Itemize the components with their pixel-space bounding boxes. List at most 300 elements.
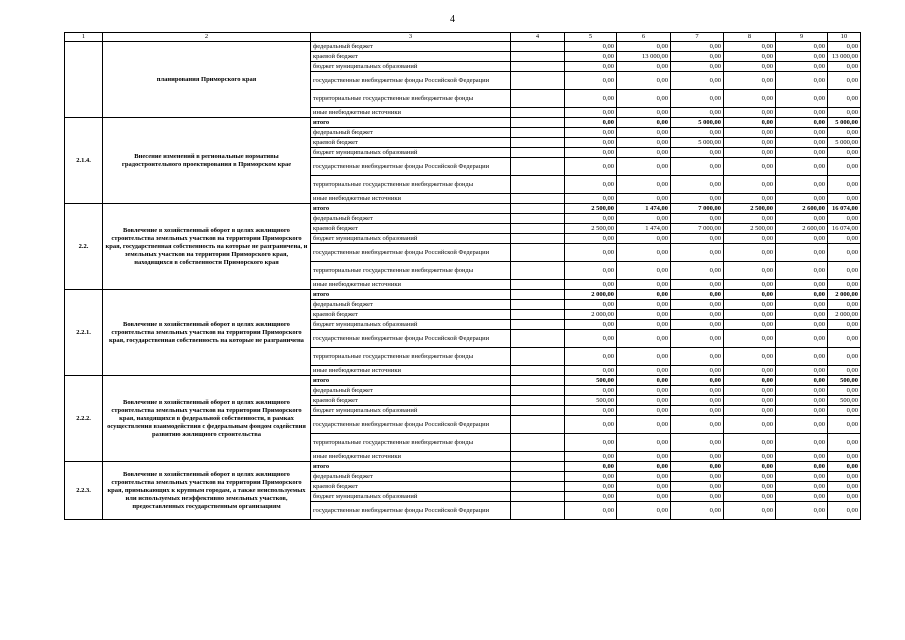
amount-cell	[511, 280, 565, 290]
header-cell: 2	[103, 33, 311, 42]
amount-cell: 0,00	[724, 244, 776, 262]
amount-cell: 2 000,00	[828, 290, 861, 300]
amount-cell: 0,00	[617, 320, 671, 330]
funding-source: бюджет муниципальных образований	[311, 62, 511, 72]
amount-cell: 16 074,00	[828, 204, 861, 214]
amount-cell: 0,00	[617, 234, 671, 244]
amount-cell: 0,00	[776, 434, 828, 452]
amount-cell: 0,00	[617, 62, 671, 72]
amount-cell: 0,00	[724, 158, 776, 176]
amount-cell: 0,00	[828, 492, 861, 502]
amount-cell: 0,00	[776, 90, 828, 108]
amount-cell: 0,00	[671, 90, 724, 108]
header-cell: 9	[776, 33, 828, 42]
funding-source: краевой бюджет	[311, 138, 511, 148]
amount-cell: 0,00	[617, 42, 671, 52]
amount-cell: 16 074,00	[828, 224, 861, 234]
amount-cell: 5 000,00	[828, 118, 861, 128]
amount-cell: 0,00	[671, 176, 724, 194]
amount-cell: 0,00	[565, 128, 617, 138]
amount-cell: 0,00	[724, 234, 776, 244]
amount-cell	[511, 472, 565, 482]
amount-cell: 0,00	[828, 330, 861, 348]
amount-cell: 0,00	[565, 300, 617, 310]
funding-source: федеральный бюджет	[311, 300, 511, 310]
item-name: Вовлечение в хозяйственный оборот в целях жилищного строительства земельных участков на территории Приморского края, государственная собственность на которые не разграничена, и земельных участков на территории Приморского края, находящихся в собственности Приморского края	[103, 204, 311, 290]
amount-cell: 0,00	[565, 108, 617, 118]
amount-cell: 0,00	[617, 348, 671, 366]
amount-cell: 7 000,00	[671, 224, 724, 234]
amount-cell: 0,00	[724, 280, 776, 290]
amount-cell: 0,00	[671, 330, 724, 348]
funding-source: федеральный бюджет	[311, 42, 511, 52]
amount-cell: 0,00	[565, 138, 617, 148]
amount-cell: 0,00	[671, 366, 724, 376]
amount-cell	[511, 462, 565, 472]
funding-source: краевой бюджет	[311, 224, 511, 234]
table-body	[65, 33, 861, 520]
amount-cell: 0,00	[776, 62, 828, 72]
funding-source: государственные внебюджетные фонды Российской Федерации	[311, 244, 511, 262]
amount-cell: 0,00	[565, 434, 617, 452]
amount-cell: 0,00	[776, 482, 828, 492]
table-row	[65, 462, 861, 472]
amount-cell: 0,00	[724, 72, 776, 90]
amount-cell: 0,00	[671, 290, 724, 300]
amount-cell: 0,00	[724, 52, 776, 62]
amount-cell	[511, 482, 565, 492]
amount-cell	[511, 52, 565, 62]
amount-cell: 5 000,00	[671, 138, 724, 148]
amount-cell: 0,00	[724, 406, 776, 416]
amount-cell: 0,00	[617, 138, 671, 148]
amount-cell: 0,00	[776, 148, 828, 158]
funding-source: итого	[311, 462, 511, 472]
funding-source: территориальные государственные внебюджетные фонды	[311, 348, 511, 366]
amount-cell: 0,00	[617, 290, 671, 300]
amount-cell	[511, 42, 565, 52]
amount-cell	[511, 320, 565, 330]
amount-cell: 0,00	[776, 118, 828, 128]
amount-cell: 0,00	[565, 462, 617, 472]
amount-cell: 500,00	[828, 376, 861, 386]
amount-cell: 0,00	[828, 472, 861, 482]
amount-cell: 0,00	[565, 52, 617, 62]
funding-source: иные внебюджетные источники	[311, 452, 511, 462]
funding-source: иные внебюджетные источники	[311, 280, 511, 290]
amount-cell: 0,00	[565, 176, 617, 194]
funding-source: итого	[311, 204, 511, 214]
amount-cell	[511, 128, 565, 138]
amount-cell: 0,00	[565, 262, 617, 280]
amount-cell	[511, 214, 565, 224]
amount-cell: 0,00	[776, 386, 828, 396]
amount-cell: 0,00	[828, 280, 861, 290]
amount-cell: 0,00	[776, 72, 828, 90]
amount-cell: 0,00	[617, 262, 671, 280]
amount-cell: 0,00	[724, 262, 776, 280]
amount-cell	[511, 376, 565, 386]
amount-cell	[511, 72, 565, 90]
amount-cell	[511, 396, 565, 406]
amount-cell: 0,00	[671, 492, 724, 502]
amount-cell	[511, 244, 565, 262]
item-name: Внесение изменений в региональные нормативы градостроительного проектирования в Приморском крае	[103, 118, 311, 204]
funding-source: государственные внебюджетные фонды Российской Федерации	[311, 72, 511, 90]
amount-cell: 0,00	[671, 214, 724, 224]
amount-cell: 0,00	[776, 330, 828, 348]
item-name: планирования Приморского края	[103, 42, 311, 118]
funding-source: итого	[311, 290, 511, 300]
amount-cell	[511, 406, 565, 416]
item-name: Вовлечение в хозяйственный оборот в целях жилищного строительства земельных участков на территории Приморского края, находящихся в федеральной собственности, в рамках осуществления взаимодействия с федеральным фондом содействия развитию жилищного строительства	[103, 376, 311, 462]
amount-cell: 0,00	[617, 492, 671, 502]
amount-cell: 0,00	[671, 62, 724, 72]
amount-cell: 0,00	[565, 234, 617, 244]
table-row	[65, 204, 861, 214]
amount-cell: 0,00	[776, 366, 828, 376]
amount-cell: 2 500,00	[565, 224, 617, 234]
amount-cell: 0,00	[671, 348, 724, 366]
funding-source: государственные внебюджетные фонды Российской Федерации	[311, 416, 511, 434]
amount-cell: 0,00	[776, 502, 828, 520]
amount-cell	[511, 118, 565, 128]
item-code: 2.2.2.	[65, 376, 103, 462]
amount-cell: 0,00	[776, 138, 828, 148]
funding-source: иные внебюджетные источники	[311, 108, 511, 118]
item-name: Вовлечение в хозяйственный оборот в целях жилищного строительства земельных участков на территории Приморского края, примыкающих к крупным городам, а также неиспользуемых или используемых неэффективно земельных участков, предоставленных государственным организациям	[103, 462, 311, 520]
amount-cell	[511, 434, 565, 452]
amount-cell: 0,00	[724, 138, 776, 148]
table-row	[65, 376, 861, 386]
amount-cell: 0,00	[724, 396, 776, 406]
amount-cell: 2 000,00	[828, 310, 861, 320]
amount-cell: 0,00	[724, 42, 776, 52]
amount-cell: 2 000,00	[565, 310, 617, 320]
amount-cell: 0,00	[828, 90, 861, 108]
amount-cell: 500,00	[565, 376, 617, 386]
amount-cell: 0,00	[776, 52, 828, 62]
amount-cell: 0,00	[828, 366, 861, 376]
amount-cell: 0,00	[724, 452, 776, 462]
amount-cell: 0,00	[828, 176, 861, 194]
amount-cell: 0,00	[828, 108, 861, 118]
header-cell: 5	[565, 33, 617, 42]
amount-cell: 0,00	[671, 280, 724, 290]
amount-cell: 0,00	[671, 482, 724, 492]
amount-cell: 0,00	[776, 416, 828, 434]
amount-cell: 0,00	[671, 52, 724, 62]
amount-cell: 0,00	[617, 452, 671, 462]
amount-cell	[511, 310, 565, 320]
amount-cell: 2 500,00	[565, 204, 617, 214]
amount-cell: 500,00	[565, 396, 617, 406]
amount-cell: 0,00	[776, 300, 828, 310]
amount-cell: 0,00	[617, 194, 671, 204]
amount-cell: 0,00	[565, 416, 617, 434]
amount-cell: 0,00	[724, 416, 776, 434]
amount-cell	[511, 90, 565, 108]
amount-cell: 0,00	[617, 214, 671, 224]
amount-cell: 0,00	[565, 320, 617, 330]
amount-cell: 0,00	[617, 128, 671, 138]
amount-cell: 0,00	[671, 300, 724, 310]
amount-cell: 0,00	[724, 462, 776, 472]
amount-cell: 0,00	[671, 396, 724, 406]
amount-cell: 0,00	[828, 416, 861, 434]
funding-source: федеральный бюджет	[311, 386, 511, 396]
amount-cell: 500,00	[828, 396, 861, 406]
amount-cell: 0,00	[828, 158, 861, 176]
amount-cell: 0,00	[776, 376, 828, 386]
amount-cell	[511, 194, 565, 204]
amount-cell: 0,00	[724, 472, 776, 482]
amount-cell: 0,00	[776, 158, 828, 176]
amount-cell	[511, 416, 565, 434]
amount-cell: 0,00	[776, 262, 828, 280]
amount-cell: 0,00	[724, 176, 776, 194]
funding-source: бюджет муниципальных образований	[311, 320, 511, 330]
amount-cell	[511, 204, 565, 214]
header-cell: 8	[724, 33, 776, 42]
table-row	[65, 42, 861, 52]
amount-cell: 0,00	[617, 118, 671, 128]
amount-cell: 0,00	[671, 472, 724, 482]
amount-cell: 0,00	[776, 244, 828, 262]
amount-cell: 0,00	[617, 72, 671, 90]
amount-cell: 0,00	[671, 234, 724, 244]
amount-cell: 0,00	[671, 42, 724, 52]
header-cell: 4	[511, 33, 565, 42]
amount-cell	[511, 62, 565, 72]
amount-cell: 0,00	[565, 386, 617, 396]
header-cell: 1	[65, 33, 103, 42]
amount-cell	[511, 502, 565, 520]
amount-cell: 0,00	[828, 244, 861, 262]
amount-cell	[511, 176, 565, 194]
funding-source: итого	[311, 118, 511, 128]
amount-cell: 0,00	[828, 300, 861, 310]
item-name: Вовлечение в хозяйственный оборот в целях жилищного строительства земельных участков на территории Приморского края, государственная собственность на которые не разграничена	[103, 290, 311, 376]
amount-cell: 0,00	[617, 90, 671, 108]
amount-cell: 0,00	[828, 72, 861, 90]
amount-cell: 0,00	[671, 320, 724, 330]
funding-source: краевой бюджет	[311, 52, 511, 62]
item-code: 2.1.4.	[65, 118, 103, 204]
amount-cell	[511, 158, 565, 176]
amount-cell: 0,00	[565, 244, 617, 262]
amount-cell: 0,00	[617, 244, 671, 262]
amount-cell: 0,00	[724, 348, 776, 366]
header-cell: 6	[617, 33, 671, 42]
amount-cell: 0,00	[776, 290, 828, 300]
amount-cell: 0,00	[828, 502, 861, 520]
amount-cell: 0,00	[776, 396, 828, 406]
amount-cell: 0,00	[828, 42, 861, 52]
amount-cell: 0,00	[724, 300, 776, 310]
amount-cell: 0,00	[828, 434, 861, 452]
amount-cell: 0,00	[565, 72, 617, 90]
amount-cell: 0,00	[565, 452, 617, 462]
amount-cell: 0,00	[828, 128, 861, 138]
amount-cell: 0,00	[617, 376, 671, 386]
amount-cell: 0,00	[776, 280, 828, 290]
amount-cell: 0,00	[671, 452, 724, 462]
amount-cell: 0,00	[776, 406, 828, 416]
funding-source: государственные внебюджетные фонды Российской Федерации	[311, 330, 511, 348]
funding-source: государственные внебюджетные фонды Российской Федерации	[311, 158, 511, 176]
amount-cell: 0,00	[671, 158, 724, 176]
amount-cell: 0,00	[565, 280, 617, 290]
amount-cell	[511, 452, 565, 462]
amount-cell: 2 600,00	[776, 224, 828, 234]
amount-cell: 0,00	[565, 492, 617, 502]
funding-source: иные внебюджетные источники	[311, 366, 511, 376]
amount-cell: 0,00	[617, 148, 671, 158]
amount-cell	[511, 330, 565, 348]
amount-cell: 0,00	[565, 148, 617, 158]
funding-source: итого	[311, 376, 511, 386]
amount-cell: 0,00	[617, 502, 671, 520]
amount-cell: 0,00	[776, 310, 828, 320]
amount-cell: 2 500,00	[724, 204, 776, 214]
amount-cell: 0,00	[671, 376, 724, 386]
amount-cell: 0,00	[828, 462, 861, 472]
amount-cell: 0,00	[617, 158, 671, 176]
amount-cell: 0,00	[617, 366, 671, 376]
table-row	[65, 290, 861, 300]
amount-cell	[511, 138, 565, 148]
amount-cell: 0,00	[671, 128, 724, 138]
amount-cell	[511, 234, 565, 244]
amount-cell: 0,00	[671, 434, 724, 452]
amount-cell: 0,00	[617, 416, 671, 434]
funding-source: бюджет муниципальных образований	[311, 148, 511, 158]
funding-source: бюджет муниципальных образований	[311, 492, 511, 502]
amount-cell: 0,00	[724, 502, 776, 520]
amount-cell: 0,00	[617, 386, 671, 396]
header-row	[65, 33, 861, 42]
amount-cell: 0,00	[565, 194, 617, 204]
amount-cell: 0,00	[776, 472, 828, 482]
funding-source: иные внебюджетные источники	[311, 194, 511, 204]
amount-cell	[511, 148, 565, 158]
amount-cell: 0,00	[617, 108, 671, 118]
amount-cell: 0,00	[724, 128, 776, 138]
amount-cell	[511, 300, 565, 310]
amount-cell	[511, 224, 565, 234]
item-code: 2.2.	[65, 204, 103, 290]
funding-source: бюджет муниципальных образований	[311, 406, 511, 416]
header-cell: 7	[671, 33, 724, 42]
funding-source: краевой бюджет	[311, 482, 511, 492]
amount-cell: 0,00	[828, 262, 861, 280]
amount-cell: 0,00	[724, 90, 776, 108]
amount-cell: 13 000,00	[828, 52, 861, 62]
amount-cell: 0,00	[565, 472, 617, 482]
amount-cell: 0,00	[724, 310, 776, 320]
funding-source: федеральный бюджет	[311, 472, 511, 482]
amount-cell	[511, 348, 565, 366]
amount-cell: 0,00	[617, 300, 671, 310]
amount-cell: 1 474,00	[617, 204, 671, 214]
funding-source: федеральный бюджет	[311, 128, 511, 138]
amount-cell: 0,00	[828, 214, 861, 224]
amount-cell: 0,00	[617, 434, 671, 452]
amount-cell: 0,00	[617, 310, 671, 320]
amount-cell: 0,00	[724, 148, 776, 158]
amount-cell: 0,00	[776, 492, 828, 502]
item-code	[65, 42, 103, 118]
funding-source: федеральный бюджет	[311, 214, 511, 224]
amount-cell: 0,00	[724, 386, 776, 396]
amount-cell: 0,00	[776, 42, 828, 52]
header-cell: 3	[311, 33, 511, 42]
amount-cell	[511, 262, 565, 280]
amount-cell: 0,00	[776, 176, 828, 194]
amount-cell: 0,00	[671, 262, 724, 280]
funding-source: краевой бюджет	[311, 310, 511, 320]
amount-cell: 0,00	[724, 434, 776, 452]
item-code: 2.2.3.	[65, 462, 103, 520]
amount-cell: 0,00	[617, 406, 671, 416]
amount-cell	[511, 290, 565, 300]
item-code: 2.2.1.	[65, 290, 103, 376]
amount-cell: 0,00	[724, 376, 776, 386]
amount-cell: 0,00	[617, 330, 671, 348]
funding-source: краевой бюджет	[311, 396, 511, 406]
amount-cell: 0,00	[671, 72, 724, 90]
budget-table	[64, 32, 861, 520]
amount-cell: 0,00	[671, 462, 724, 472]
amount-cell: 0,00	[617, 176, 671, 194]
amount-cell: 0,00	[828, 194, 861, 204]
amount-cell: 0,00	[776, 194, 828, 204]
amount-cell: 0,00	[776, 234, 828, 244]
amount-cell: 0,00	[828, 348, 861, 366]
amount-cell: 0,00	[617, 280, 671, 290]
amount-cell: 0,00	[776, 128, 828, 138]
amount-cell: 5 000,00	[828, 138, 861, 148]
amount-cell: 0,00	[724, 482, 776, 492]
amount-cell: 1 474,00	[617, 224, 671, 234]
amount-cell: 0,00	[776, 462, 828, 472]
amount-cell: 5 000,00	[671, 118, 724, 128]
amount-cell: 0,00	[565, 330, 617, 348]
amount-cell: 0,00	[565, 42, 617, 52]
amount-cell: 0,00	[724, 194, 776, 204]
amount-cell: 0,00	[776, 214, 828, 224]
amount-cell: 0,00	[724, 492, 776, 502]
table-row	[65, 118, 861, 128]
amount-cell: 0,00	[565, 214, 617, 224]
amount-cell: 0,00	[776, 108, 828, 118]
amount-cell: 0,00	[565, 62, 617, 72]
funding-source: территориальные государственные внебюджетные фонды	[311, 176, 511, 194]
funding-source: бюджет муниципальных образований	[311, 234, 511, 244]
amount-cell: 0,00	[671, 386, 724, 396]
amount-cell: 2 000,00	[565, 290, 617, 300]
amount-cell	[511, 492, 565, 502]
amount-cell: 0,00	[724, 330, 776, 348]
amount-cell: 0,00	[565, 406, 617, 416]
amount-cell: 0,00	[565, 482, 617, 492]
amount-cell: 0,00	[828, 148, 861, 158]
amount-cell: 0,00	[828, 452, 861, 462]
amount-cell: 0,00	[724, 290, 776, 300]
amount-cell: 0,00	[617, 482, 671, 492]
amount-cell: 7 000,00	[671, 204, 724, 214]
